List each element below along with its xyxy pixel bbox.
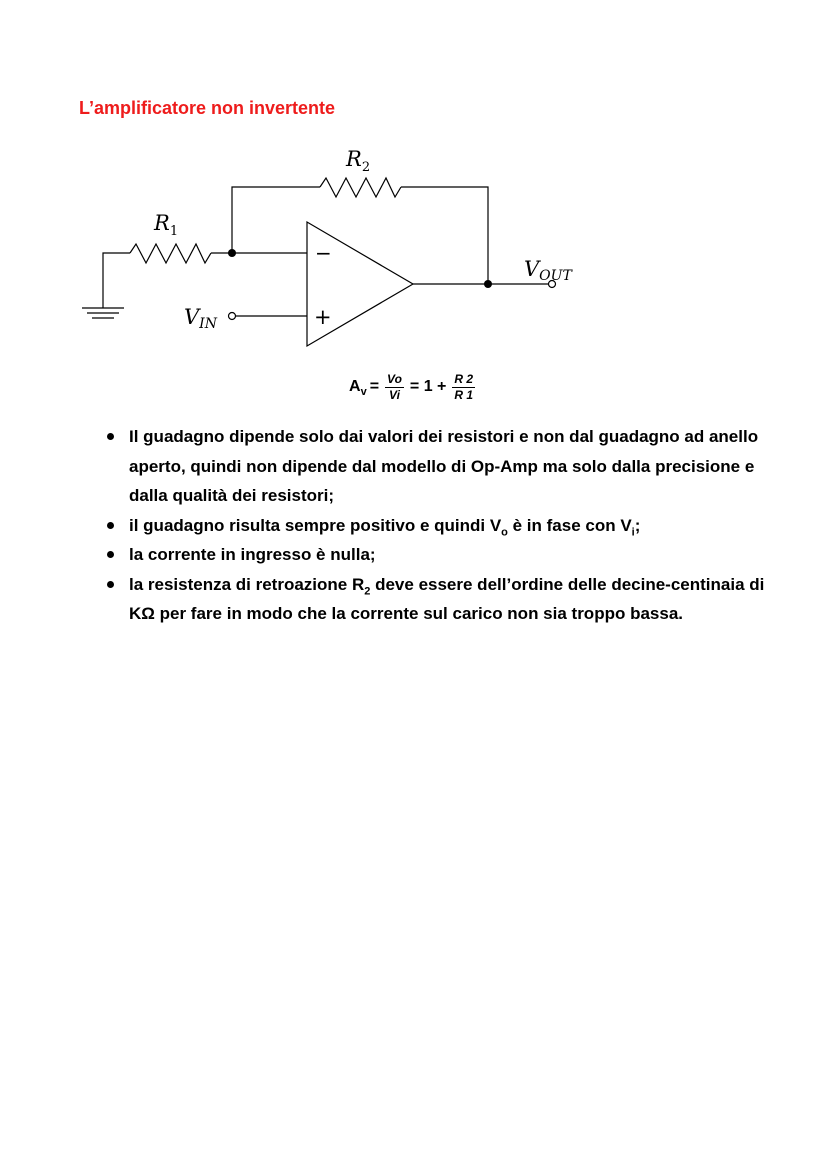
- circuit-diagram: [0, 0, 828, 420]
- fraction-denominator: Vi: [389, 387, 400, 402]
- vout-label: VOUT: [524, 257, 572, 284]
- r2-resistor: [320, 178, 401, 197]
- r1-resistor: [130, 244, 211, 263]
- r2-label: $R_2$: [346, 147, 371, 175]
- fraction-vo-vi: [385, 372, 404, 403]
- minus-sign: −: [315, 241, 332, 265]
- ground-wire: [103, 253, 130, 308]
- fraction-numerator: R 2: [454, 371, 474, 386]
- junction-node-right: [484, 280, 492, 288]
- fraction-denominator: R 1: [454, 387, 474, 402]
- bullet-list: [108, 422, 768, 629]
- formula-lhs: $A_v$: [349, 378, 367, 399]
- list-item: la corrente in ingresso è nulla;: [108, 540, 768, 570]
- plus-sign: +: [314, 305, 332, 329]
- fraction-numerator: Vo: [387, 371, 402, 386]
- vin-terminal: [229, 313, 236, 320]
- vin-label: VIN: [184, 305, 217, 332]
- junction-node-left: [228, 249, 236, 257]
- list-item: il guadagno risulta sempre positivo e quindi $V_o$ è in fase con $V_i$;: [108, 511, 768, 541]
- feedback-wire-right: [401, 187, 488, 284]
- gain-formula: [349, 366, 478, 408]
- fraction-r2-r1: [452, 372, 475, 403]
- list-item: la resistenza di retroazione $R_2$ deve essere dell’ordine delle decine-centinaia di KΩ per fare in modo che la corrente sul carico non sia troppo bassa.: [108, 570, 768, 629]
- list-item: Il guadagno dipende solo dai valori dei resistori e non dal guadagno ad anello aperto, quindi non dipende dal modello di Op-Amp ma solo dalla precisione e dalla qualità dei resistori;: [108, 422, 768, 511]
- page-title: L’amplificatore non invertente: [79, 98, 336, 118]
- r1-label: $R_1$: [154, 211, 179, 239]
- formula-equals-one-plus: = 1 +: [409, 378, 447, 395]
- formula-equals: =: [369, 378, 380, 395]
